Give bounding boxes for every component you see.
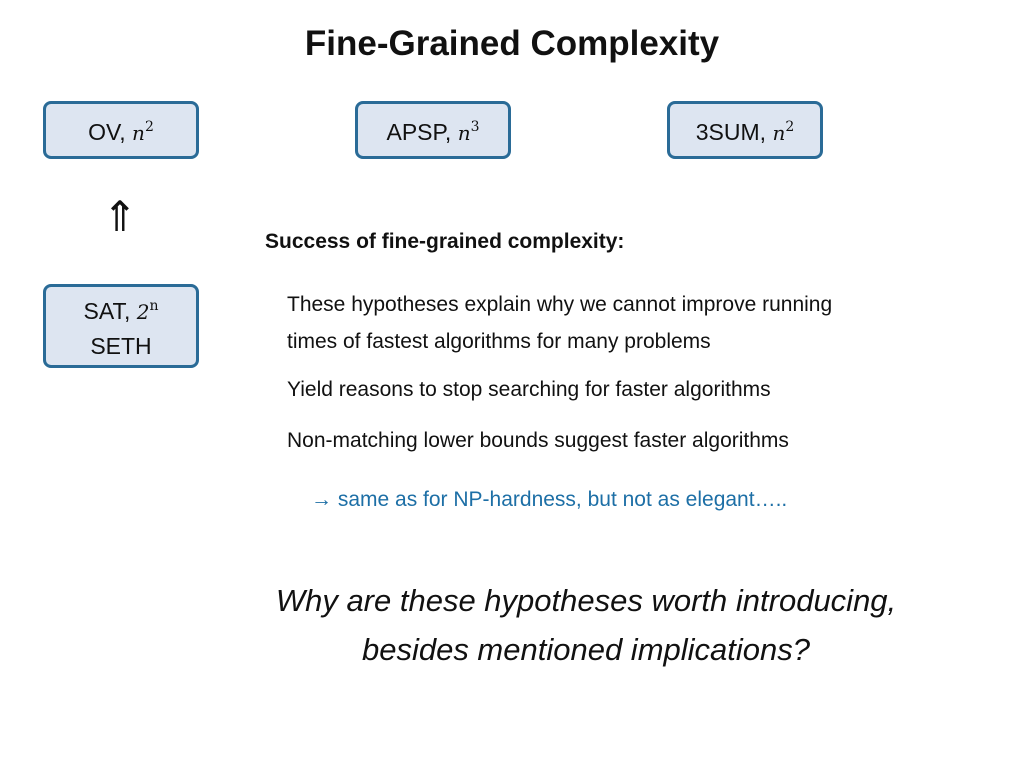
ov-complexity-exp: 2: [144, 119, 154, 135]
3sum-complexity-base: n: [772, 121, 786, 145]
sat-label: SAT,: [83, 298, 137, 324]
success-subheading: Success of fine-grained complexity:: [265, 230, 625, 253]
question-line-1: Why are these hypotheses worth introducing,: [275, 583, 897, 618]
apsp-label: APSP,: [386, 119, 458, 145]
3sum-label: 3SUM,: [695, 119, 773, 145]
apsp-box-text: [387, 110, 480, 150]
closing-question: [0, 576, 1024, 674]
sat-complexity-base: 2: [136, 300, 150, 324]
implies-arrow-icon: ⇑: [102, 192, 138, 241]
sat-complexity: [137, 300, 159, 324]
3sum-complexity-exp: 2: [785, 119, 795, 135]
apsp-complexity: [458, 121, 480, 145]
point-1-line-1: These hypotheses explain why we cannot improve running: [287, 293, 833, 316]
apsp-complexity-base: n: [457, 121, 471, 145]
sat-seth-box: [43, 284, 199, 368]
np-hardness-note: → same as for NP-hardness, but not as elegant…..: [311, 488, 788, 511]
apsp-problem-box: [355, 101, 511, 159]
ov-complexity: [132, 121, 154, 145]
point-explain-hypotheses: [287, 286, 987, 360]
slide-title: Fine-Grained Complexity: [304, 24, 720, 63]
point-stop-searching: Yield reasons to stop searching for faster algorithms: [287, 378, 771, 401]
point-1-line-2: times of fastest algorithms for many problems: [287, 330, 711, 353]
apsp-complexity-exp: 3: [470, 119, 480, 135]
ov-problem-box: [43, 101, 199, 159]
3sum-problem-box: [667, 101, 823, 159]
sat-box-line1: [83, 289, 158, 329]
sat-complexity-exp: n: [149, 298, 159, 314]
ov-box-text: [88, 110, 154, 150]
3sum-box-text: [696, 110, 795, 150]
ov-complexity-base: n: [132, 121, 145, 145]
3sum-complexity: [772, 121, 794, 145]
seth-label: SETH: [90, 333, 152, 359]
point-nonmatching-bounds: Non-matching lower bounds suggest faster algorithms: [287, 429, 789, 452]
question-line-2: besides mentioned implications?: [361, 632, 811, 667]
ov-label: OV,: [88, 119, 133, 145]
